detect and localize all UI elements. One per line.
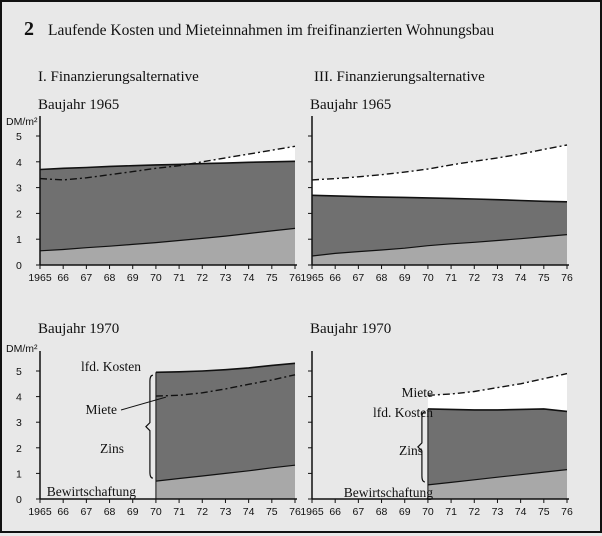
panel-title: Baujahr 1970 <box>310 321 392 337</box>
panel-title: Baujahr 1970 <box>38 321 120 337</box>
x-tick-label: 73 <box>491 272 504 284</box>
x-tick-label: 68 <box>375 272 388 284</box>
panel-1965-alt-I <box>6 97 301 284</box>
x-tick-label: 75 <box>265 506 278 518</box>
panel-title: Baujahr 1965 <box>38 97 120 113</box>
y-tick-label: 2 <box>16 442 22 455</box>
x-tick-label: 67 <box>80 272 93 284</box>
x-tick-label: 71 <box>445 272 457 284</box>
figure-title: Laufende Kosten und Mieteinnahmen im freifinanzierten Wohnungsbau <box>48 22 495 39</box>
panel-title: Baujahr 1965 <box>310 97 392 113</box>
x-tick-label: 66 <box>329 506 342 518</box>
panel-1970-alt-I <box>6 321 301 518</box>
x-tick-label: 74 <box>242 272 255 284</box>
x-tick-label: 70 <box>150 272 162 284</box>
label-zins: Zins <box>99 441 124 456</box>
x-tick-label: 1965 <box>300 506 324 518</box>
y-tick-label: 4 <box>16 156 22 169</box>
y-tick-label: 4 <box>16 391 22 404</box>
y-tick-label: 3 <box>16 182 22 195</box>
y-tick-label: 5 <box>16 366 22 378</box>
y-tick-label: 1 <box>16 468 22 481</box>
y-axis-unit: DM/m² <box>6 343 38 355</box>
panel-1965-alt-III <box>300 97 573 284</box>
x-tick-label: 76 <box>289 506 301 518</box>
y-tick-label: 2 <box>16 208 22 221</box>
x-tick-label: 68 <box>103 272 116 284</box>
chart-svg <box>2 2 600 531</box>
panel-1-group-title: I. Finanzierungsalternative <box>38 69 199 85</box>
panel-2-group-title: III. Finanzierungsalternative <box>314 69 485 85</box>
x-tick-label: 72 <box>196 506 209 518</box>
x-tick-label: 75 <box>537 506 550 518</box>
figure-number: 2 <box>24 18 34 40</box>
x-tick-label: 73 <box>491 506 504 518</box>
x-tick-label: 69 <box>126 272 139 284</box>
x-tick-label: 66 <box>329 272 342 284</box>
panel-1970-alt-III <box>300 321 573 518</box>
x-tick-label: 69 <box>398 506 411 518</box>
y-tick-label: 3 <box>16 417 22 430</box>
x-tick-label: 68 <box>375 506 388 518</box>
x-tick-label: 70 <box>150 506 162 518</box>
x-tick-label: 75 <box>537 272 550 284</box>
x-tick-label: 1965 <box>28 272 52 284</box>
x-tick-label: 76 <box>561 272 573 284</box>
y-tick-label: 0 <box>16 494 22 506</box>
x-tick-label: 74 <box>242 506 255 518</box>
y-tick-label: 0 <box>16 260 22 272</box>
label-lfd-kosten: lfd. Kosten <box>81 359 141 374</box>
x-tick-label: 1965 <box>300 272 324 284</box>
x-tick-label: 71 <box>173 506 185 518</box>
x-tick-label: 73 <box>219 506 232 518</box>
x-tick-label: 74 <box>514 506 527 518</box>
x-tick-label: 76 <box>289 272 301 284</box>
x-tick-label: 73 <box>219 272 232 284</box>
label-bewirtschaftung: Bewirtschaftung <box>46 484 136 499</box>
x-tick-label: 72 <box>468 506 481 518</box>
label-miete: Miete <box>85 402 117 417</box>
label-bewirtschaftung: Bewirtschaftung <box>343 485 433 500</box>
miete-gap-area <box>428 374 567 412</box>
y-axis-unit: DM/m² <box>6 116 38 128</box>
x-tick-label: 67 <box>352 272 365 284</box>
x-tick-label: 66 <box>57 272 70 284</box>
x-tick-label: 72 <box>196 272 209 284</box>
x-tick-label: 70 <box>422 506 434 518</box>
zins-area <box>156 363 295 481</box>
x-tick-label: 68 <box>103 506 116 518</box>
x-tick-label: 71 <box>173 272 185 284</box>
x-tick-label: 70 <box>422 272 434 284</box>
x-tick-label: 75 <box>265 272 278 284</box>
x-tick-label: 76 <box>561 506 573 518</box>
label-zins: Zins <box>398 443 423 458</box>
x-tick-label: 67 <box>80 506 93 518</box>
y-tick-label: 5 <box>16 131 22 143</box>
label-miete: Miete <box>401 385 433 400</box>
x-tick-label: 74 <box>514 272 527 284</box>
x-tick-label: 69 <box>126 506 139 518</box>
zins-bracket <box>146 375 153 478</box>
x-tick-label: 72 <box>468 272 481 284</box>
x-tick-label: 1965 <box>28 506 52 518</box>
label-lfd-kosten: lfd. Kosten <box>373 405 433 420</box>
x-tick-label: 71 <box>445 506 457 518</box>
x-tick-label: 69 <box>398 272 411 284</box>
y-tick-label: 1 <box>16 234 22 247</box>
x-tick-label: 66 <box>57 506 70 518</box>
miete-gap-area <box>312 145 567 202</box>
x-tick-label: 67 <box>352 506 365 518</box>
